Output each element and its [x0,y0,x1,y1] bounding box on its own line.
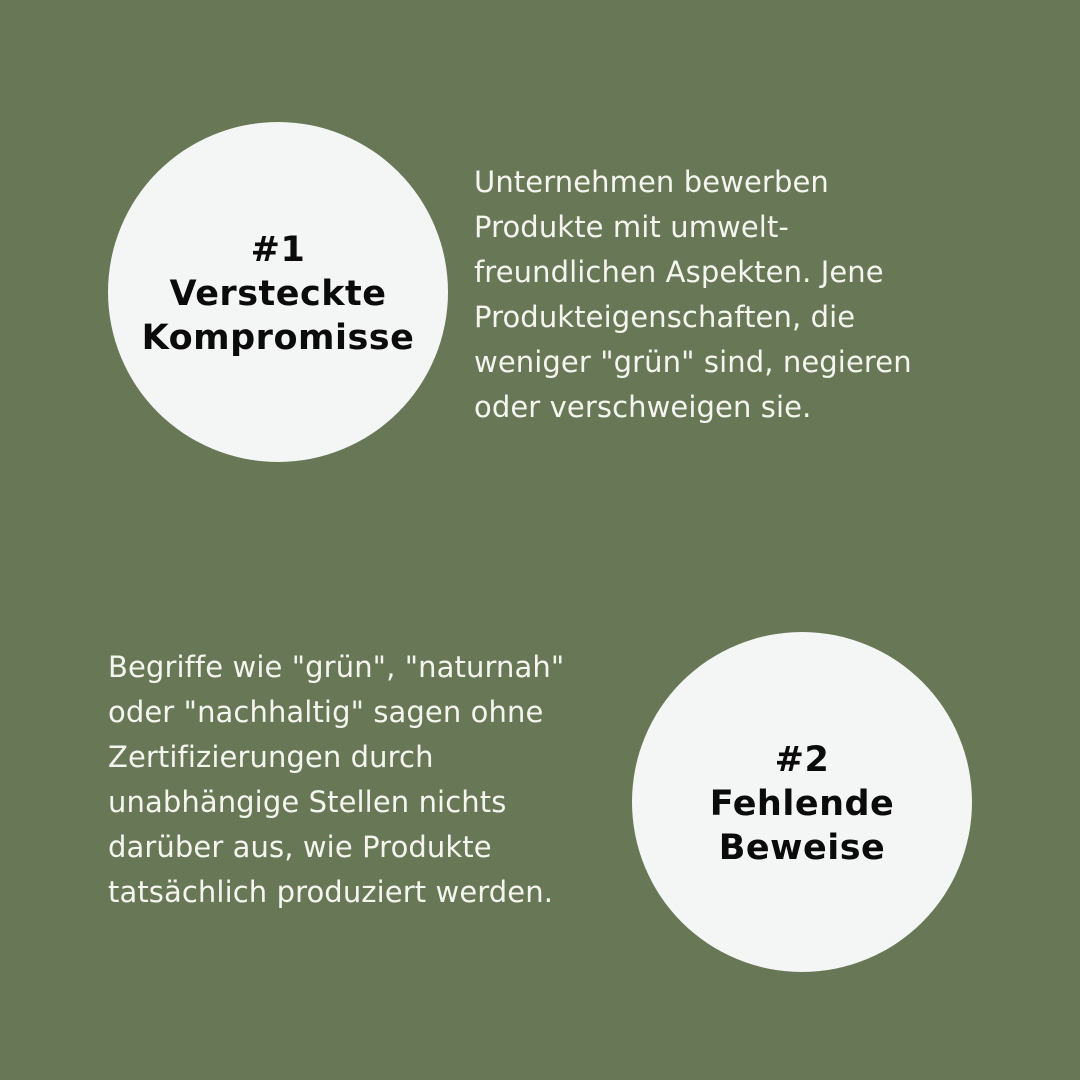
tip-2-circle-badge [632,632,972,972]
tip-1-title-line-1: Versteckte [169,274,387,314]
tip-2-title-line-1: Fehlende [709,784,895,824]
tip-2-title-line-2: Beweise [718,828,886,868]
tip-2-number: #2 [774,740,830,780]
tip-1-number: #1 [250,230,306,270]
tip-2-description: Begriffe wie "grün", "naturnah" oder "nachhaltig" sagen ohne Zertifizierungen durch unabhängige Stellen nichts darüber aus, wie Produkte tatsächlich produziert werden. [108,650,565,909]
tip-1-circle-badge [108,122,448,462]
tip-1-title-line-2: Kompromisse [141,318,415,358]
tip-1-description: Unternehmen bewerben Produkte mit umwelt- freundlichen Aspekten. Jene Produkteigenschaften, die weniger "grün" sind, negieren oder verschweigen sie. [474,165,912,424]
